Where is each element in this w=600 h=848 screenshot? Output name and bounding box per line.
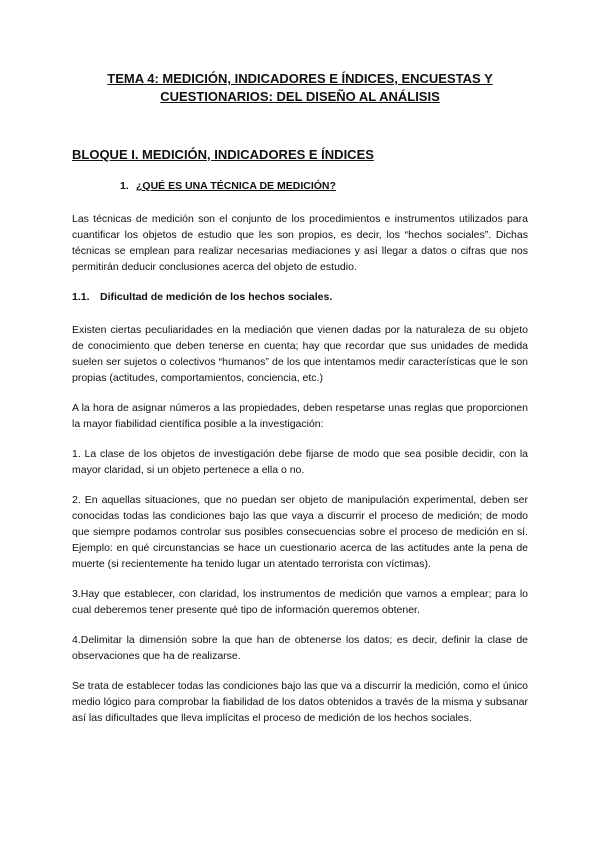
paragraph: A la hora de asignar números a las propiedades, deben respetarse unas reglas que proporcionen la mayor fiabilidad científica posible a la investigación: [72,402,528,430]
section-title: ¿QUÉ ES UNA TÉCNICA DE MEDICIÓN? [136,180,336,192]
document-title: TEMA 4: MEDICIÓN, INDICADORES E ÍNDICES, ENCUESTAS Y CUESTIONARIOS: DEL DISEÑO AL ANÁLISIS [107,71,493,104]
rule-item-2: 2. En aquellas situaciones, que no puedan ser objeto de manipulación experimental, deben ser conocidas todas las condiciones bajo las que vaya a discurrir el proceso de medición; de modo que siempre podamos controlar sus posibles consecuencias sobre el proceso de medición en sí. Ejemplo: en qué circunstancias se hace un cuestionario acerca de las actitudes ante la pena de muerte (si recientemente ha tenido lugar un atentado terrorista con víctimas). [72,494,528,570]
intro-paragraph: Las técnicas de medición son el conjunto de los procedimientos e instrumentos utilizados para cuantificar los objetos de estudio que les son propios, es decir, los “hechos sociales”. Dichas técnicas se emplean para realizar necesarias mediaciones y así llegar a datos o cifras que nos permitirán deducir conclusiones acerca del objeto de estudio. [72,213,528,273]
subsection-heading [72,289,528,305]
section-number: 1. [120,180,129,192]
block-heading: BLOQUE I. MEDICIÓN, INDICADORES E ÍNDICES [72,147,374,162]
subsection-number: 1.1. [72,291,90,303]
subsection-title: Dificultad de medición de los hechos sociales. [100,291,333,303]
rule-item-3: 3.Hay que establecer, con claridad, los instrumentos de medición que vamos a emplear; para lo cual deberemos tener presente qué tipo de información queremos obtener. [72,588,528,616]
section-heading [120,178,528,194]
rule-item-4: 4.Delimitar la dimensión sobre la que han de obtenerse los datos; es decir, definir la clase de observaciones que ha de realizarse. [72,634,528,662]
rule-item-1: 1. La clase de los objetos de investigación debe fijarse de modo que sea posible decidir, con la mayor claridad, si un objeto pertenece a ella o no. [72,448,528,476]
paragraph: Existen ciertas peculiaridades en la mediación que vienen dadas por la naturaleza de su objeto de conocimiento que deben tenerse en cuenta; hay que recordar que sus unidades de medida suelen ser sujetos o colectivos “humanos” de los que intentamos medir características que le son propias (actitudes, comportamientos, conciencia, etc.) [72,324,528,384]
paragraph: Se trata de establecer todas las condiciones bajo las que va a discurrir la medición, como el único medio lógico para comprobar la fiabilidad de los datos obtenidos a través de la misma y subsanar así las dificultades que lleva implícitas el proceso de medición de los hechos sociales. [72,680,528,724]
